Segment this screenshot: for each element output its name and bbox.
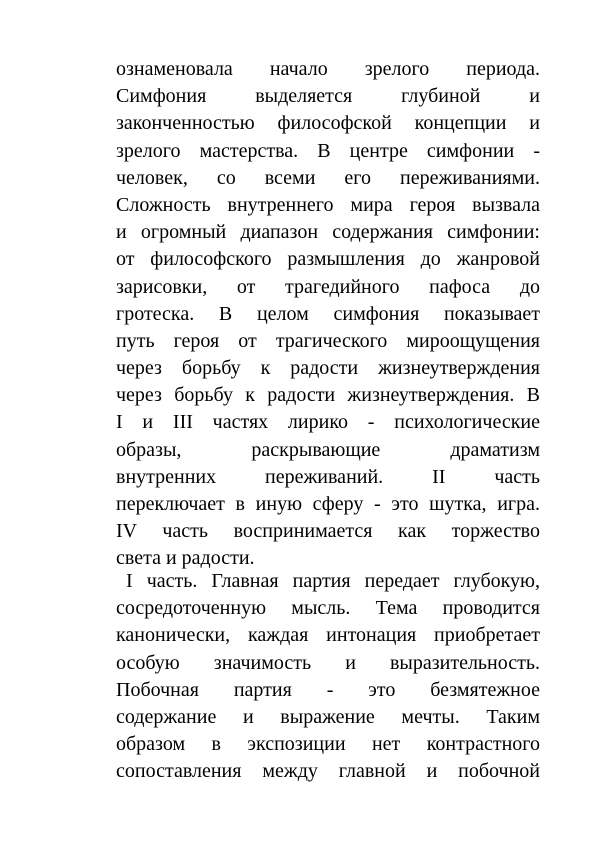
- text-line: I и III частях лирико - психологические: [116, 411, 540, 434]
- text-line: IV часть воспринимается как торжество: [116, 520, 540, 543]
- text-line: от философского размышления до жанровой: [116, 248, 540, 271]
- text-line: гротеска. В целом симфония показывает: [116, 302, 540, 325]
- text-line: законченностью философской концепции и: [116, 112, 540, 135]
- text-line: путь героя от трагического мироощущения: [116, 329, 540, 352]
- text-line: Побочная партия - это безмятежное: [116, 678, 540, 701]
- text-line: ознаменовала начало зрелого периода.: [116, 58, 540, 80]
- text-line: Симфония выделяется глубиной и: [116, 85, 540, 108]
- text-line: зарисовки, от трагедийного пафоса до: [116, 275, 540, 298]
- text-line: человек, со всеми его переживаниями.: [116, 166, 540, 189]
- text-line: Сложность внутреннего мира героя вызвала: [116, 193, 540, 216]
- text-line: через борьбу к радости жизнеутверждения. В: [116, 384, 540, 407]
- text-line: образы, раскрывающие драматизм: [116, 438, 540, 461]
- text-line: света и радости.: [116, 547, 255, 570]
- text-line: переключает в иную сферу - это шутка, игра.: [116, 493, 540, 515]
- paragraph-1: [116, 56, 540, 573]
- text-line: сосредоточенную мысль. Тема проводится: [116, 597, 540, 620]
- paragraph-2: [116, 568, 540, 786]
- text-line: через борьбу к радости жизнеутверждения: [116, 357, 540, 380]
- text-line: внутренних переживаний. II часть: [116, 465, 540, 488]
- text-line: I часть. Главная партия передает глубокую,: [126, 570, 540, 592]
- text-line: и огромный диапазон содержания симфонии:: [116, 221, 540, 244]
- text-line: зрелого мастерства. В центре симфонии -: [116, 139, 540, 162]
- text-line: образом в экспозиции нет контрастного: [116, 733, 540, 756]
- text-line: канонически, каждая интонация приобретает: [116, 624, 540, 647]
- text-line: сопоставления между главной и побочной: [116, 760, 540, 783]
- text-line: содержание и выражение мечты. Таким: [116, 705, 540, 728]
- text-line: особую значимость и выразительность.: [116, 651, 540, 674]
